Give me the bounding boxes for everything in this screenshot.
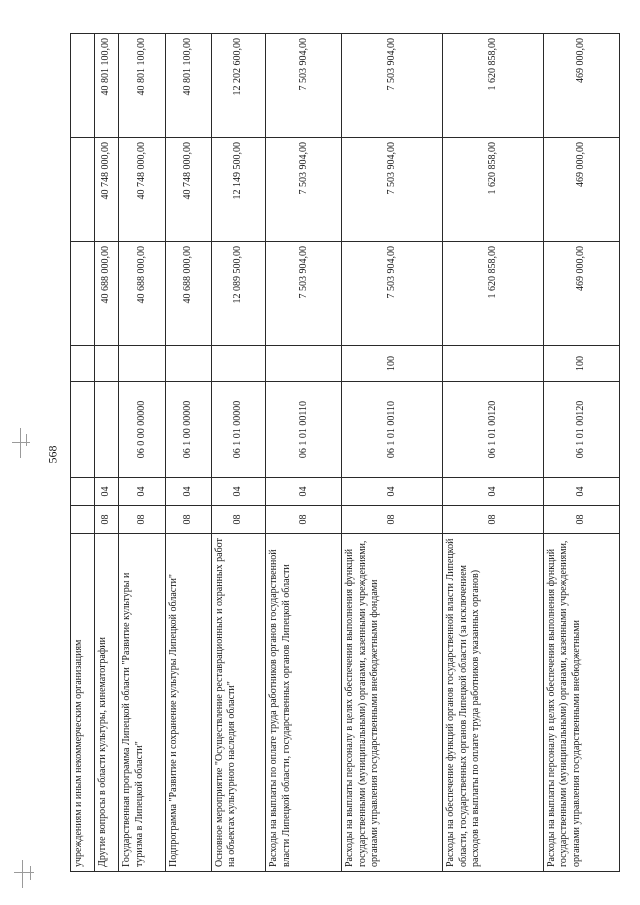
target-article-cell: 06 1 00 00000 <box>165 382 211 478</box>
amount-year3-cell: 40 801 100,00 <box>165 34 211 138</box>
amount-year2-cell: 12 149 500,00 <box>211 138 265 242</box>
section-code-cell: 08 <box>266 506 342 534</box>
row-name-cell: Расходы на выплаты персоналу в целях обеспечения выполнения функций государственными (муниципальными) органами, казенными учреждениями, органами управления государственными внебюджетными <box>543 534 619 872</box>
amount-year1-cell: 469 000,00 <box>543 242 619 346</box>
section-code-cell: 08 <box>543 506 619 534</box>
subsection-code-cell: 04 <box>266 478 342 506</box>
row-name-cell: Другие вопросы в области культуры, кинематографии <box>94 534 118 872</box>
row-name-cell: учреждениям и иным некоммерческим организациям <box>71 534 95 872</box>
amount-year2-cell: 40 748 000,00 <box>119 138 165 242</box>
page-number: 568 <box>45 445 60 464</box>
target-article-cell: 06 1 01 00000 <box>211 382 265 478</box>
target-article-cell: 06 1 01 00110 <box>342 382 443 478</box>
row-name-cell: Подпрограмма "Развитие и сохранение культуры Липецкой области" <box>165 534 211 872</box>
row-name-cell: Основное мероприятие "Осуществление реставрационных и охранных работ на объектах культурного наследия области" <box>211 534 265 872</box>
amount-year3-cell: 40 801 100,00 <box>94 34 118 138</box>
table-row <box>119 34 165 872</box>
target-article-cell <box>71 382 95 478</box>
amount-year2-cell: 1 620 858,00 <box>443 138 544 242</box>
amount-year3-cell: 7 503 904,00 <box>342 34 443 138</box>
row-name-cell: Государственная программа Липецкой области "Развитие культуры и туризма в Липецкой области" <box>119 534 165 872</box>
target-article-cell: 06 1 01 00120 <box>443 382 544 478</box>
amount-year2-cell <box>71 138 95 242</box>
target-article-cell: 06 1 01 00110 <box>266 382 342 478</box>
section-code-cell: 08 <box>165 506 211 534</box>
amount-year1-cell <box>71 242 95 346</box>
amount-year2-cell: 7 503 904,00 <box>342 138 443 242</box>
table-row <box>165 34 211 872</box>
table-row <box>342 34 443 872</box>
amount-year3-cell <box>71 34 95 138</box>
expense-type-cell <box>94 346 118 382</box>
expense-type-cell <box>211 346 265 382</box>
amount-year3-cell: 1 620 858,00 <box>443 34 544 138</box>
table-row <box>211 34 265 872</box>
row-name-cell: Расходы на выплаты персоналу в целях обеспечения выполнения функций государственными (муниципальными) органами, казенными учреждениями, органами управления государственными внебюджетными фондами <box>342 534 443 872</box>
amount-year2-cell: 40 748 000,00 <box>94 138 118 242</box>
section-code-cell: 08 <box>211 506 265 534</box>
amount-year2-cell: 40 748 000,00 <box>165 138 211 242</box>
amount-year1-cell: 7 503 904,00 <box>266 242 342 346</box>
subsection-code-cell: 04 <box>119 478 165 506</box>
section-code-cell: 08 <box>119 506 165 534</box>
amount-year3-cell: 40 801 100,00 <box>119 34 165 138</box>
expense-type-cell <box>266 346 342 382</box>
budget-table-container <box>70 34 620 872</box>
budget-table <box>70 33 620 872</box>
target-article-cell <box>94 382 118 478</box>
expense-type-cell <box>71 346 95 382</box>
subsection-code-cell: 04 <box>342 478 443 506</box>
subsection-code-cell: 04 <box>211 478 265 506</box>
subsection-code-cell: 04 <box>165 478 211 506</box>
expense-type-cell <box>119 346 165 382</box>
amount-year3-cell: 7 503 904,00 <box>266 34 342 138</box>
target-article-cell: 06 0 00 00000 <box>119 382 165 478</box>
amount-year1-cell: 12 089 500,00 <box>211 242 265 346</box>
expense-type-cell: 100 <box>342 346 443 382</box>
table-row <box>443 34 544 872</box>
section-code-cell <box>71 506 95 534</box>
subsection-code-cell: 04 <box>543 478 619 506</box>
subsection-code-cell: 04 <box>443 478 544 506</box>
amount-year3-cell: 12 202 600,00 <box>211 34 265 138</box>
amount-year2-cell: 7 503 904,00 <box>266 138 342 242</box>
amount-year1-cell: 40 688 000,00 <box>165 242 211 346</box>
table-row <box>94 34 118 872</box>
table-row <box>543 34 619 872</box>
amount-year1-cell: 40 688 000,00 <box>94 242 118 346</box>
expense-type-cell <box>165 346 211 382</box>
amount-year1-cell: 7 503 904,00 <box>342 242 443 346</box>
amount-year1-cell: 1 620 858,00 <box>443 242 544 346</box>
amount-year2-cell: 469 000,00 <box>543 138 619 242</box>
table-row <box>266 34 342 872</box>
amount-year1-cell: 40 688 000,00 <box>119 242 165 346</box>
section-code-cell: 08 <box>342 506 443 534</box>
scan-artifacts <box>6 420 46 890</box>
row-name-cell: Расходы на выплаты по оплате труда работников органов государственной власти Липецкой области, государственных органов Липецкой области <box>266 534 342 872</box>
section-code-cell: 08 <box>443 506 544 534</box>
target-article-cell: 06 1 01 00120 <box>543 382 619 478</box>
section-code-cell: 08 <box>94 506 118 534</box>
table-row <box>71 34 95 872</box>
expense-type-cell <box>443 346 544 382</box>
amount-year3-cell: 469 000,00 <box>543 34 619 138</box>
expense-type-cell: 100 <box>543 346 619 382</box>
subsection-code-cell: 04 <box>94 478 118 506</box>
subsection-code-cell <box>71 478 95 506</box>
row-name-cell: Расходы на обеспечение функций органов государственной власти Липецкой области, государственных органов Липецкой области (за исключением расходов на выплаты по оплате труда работников указанных органов) <box>443 534 544 872</box>
